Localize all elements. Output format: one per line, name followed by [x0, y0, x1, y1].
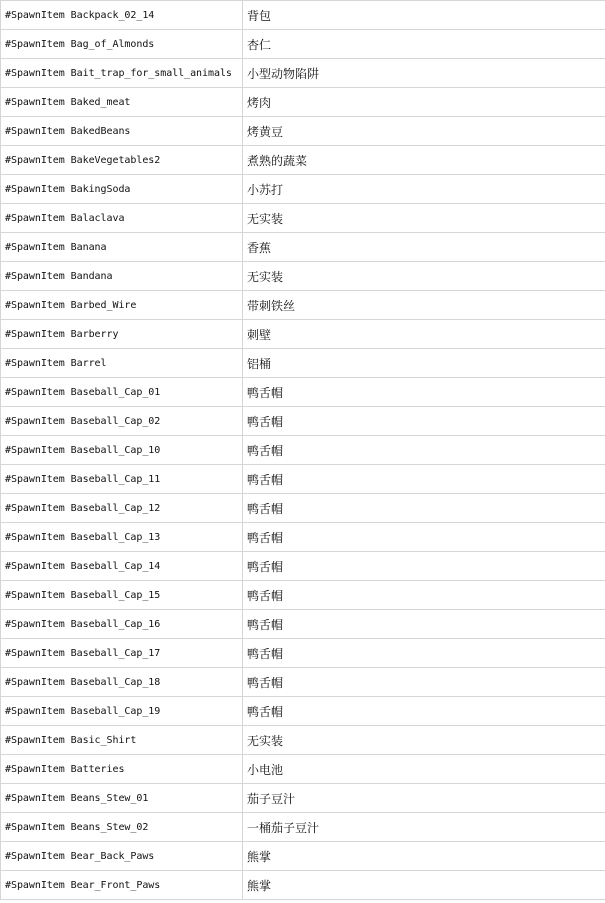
- spawn-command-cell: #SpawnItem Bait_trap_for_small_animals: [1, 59, 243, 88]
- table-row: [1, 30, 605, 59]
- spawn-command-cell: #SpawnItem Baseball_Cap_15: [1, 581, 243, 610]
- table-row: [1, 581, 605, 610]
- item-name-cell: 鸭舌帽: [243, 639, 605, 668]
- spawn-command-cell: #SpawnItem Beans_Stew_01: [1, 784, 243, 813]
- table-row: [1, 639, 605, 668]
- spawn-command-cell: #SpawnItem Baseball_Cap_19: [1, 697, 243, 726]
- table-row: [1, 813, 605, 842]
- spawn-command-cell: #SpawnItem Basic_Shirt: [1, 726, 243, 755]
- table-body: [1, 1, 605, 900]
- spawn-command-cell: #SpawnItem Baseball_Cap_17: [1, 639, 243, 668]
- spawn-command-cell: #SpawnItem Banana: [1, 233, 243, 262]
- item-name-cell: 小苏打: [243, 175, 605, 204]
- item-name-cell: 刺壁: [243, 320, 605, 349]
- spawn-command-cell: #SpawnItem Barberry: [1, 320, 243, 349]
- item-name-cell: 鸭舌帽: [243, 378, 605, 407]
- item-name-cell: 鸭舌帽: [243, 523, 605, 552]
- table-row: [1, 320, 605, 349]
- spawn-command-cell: #SpawnItem Baseball_Cap_14: [1, 552, 243, 581]
- table-row: [1, 552, 605, 581]
- item-name-cell: 鸭舌帽: [243, 581, 605, 610]
- table-row: [1, 465, 605, 494]
- table-row: [1, 755, 605, 784]
- spawn-command-cell: #SpawnItem Baseball_Cap_12: [1, 494, 243, 523]
- item-name-cell: 鸭舌帽: [243, 610, 605, 639]
- table-row: [1, 233, 605, 262]
- table-row: [1, 1, 605, 30]
- table-row: [1, 349, 605, 378]
- item-name-cell: 烤肉: [243, 88, 605, 117]
- table-row: [1, 262, 605, 291]
- item-name-cell: 熊掌: [243, 842, 605, 871]
- table-row: [1, 523, 605, 552]
- spawn-command-cell: #SpawnItem Baseball_Cap_16: [1, 610, 243, 639]
- table-row: [1, 204, 605, 233]
- table-row: [1, 436, 605, 465]
- item-name-cell: 香蕉: [243, 233, 605, 262]
- spawn-command-cell: #SpawnItem Batteries: [1, 755, 243, 784]
- spawn-command-cell: #SpawnItem Baseball_Cap_18: [1, 668, 243, 697]
- item-name-cell: 无实装: [243, 204, 605, 233]
- spawn-command-cell: #SpawnItem Baseball_Cap_13: [1, 523, 243, 552]
- item-name-cell: 熊掌: [243, 871, 605, 900]
- table-row: [1, 146, 605, 175]
- spawn-command-cell: #SpawnItem Balaclava: [1, 204, 243, 233]
- table-row: [1, 697, 605, 726]
- spawn-command-cell: #SpawnItem Baseball_Cap_01: [1, 378, 243, 407]
- item-name-cell: 一桶茄子豆汁: [243, 813, 605, 842]
- item-name-cell: 鸭舌帽: [243, 668, 605, 697]
- spawn-command-cell: #SpawnItem Bear_Back_Paws: [1, 842, 243, 871]
- spawn-command-cell: #SpawnItem Backpack_02_14: [1, 1, 243, 30]
- item-name-cell: 小电池: [243, 755, 605, 784]
- item-name-cell: 鸭舌帽: [243, 436, 605, 465]
- table-row: [1, 842, 605, 871]
- item-name-cell: 鸭舌帽: [243, 552, 605, 581]
- item-name-cell: 烤黄豆: [243, 117, 605, 146]
- spawn-command-cell: #SpawnItem Beans_Stew_02: [1, 813, 243, 842]
- item-name-cell: 茄子豆汁: [243, 784, 605, 813]
- spawn-command-cell: #SpawnItem BakingSoda: [1, 175, 243, 204]
- spawn-command-cell: #SpawnItem Bag_of_Almonds: [1, 30, 243, 59]
- table-row: [1, 494, 605, 523]
- item-name-cell: 鸭舌帽: [243, 494, 605, 523]
- table-row: [1, 291, 605, 320]
- spawn-command-cell: #SpawnItem Bandana: [1, 262, 243, 291]
- table-row: [1, 175, 605, 204]
- spawn-command-cell: #SpawnItem Baseball_Cap_02: [1, 407, 243, 436]
- spawn-command-cell: #SpawnItem BakeVegetables2: [1, 146, 243, 175]
- table-row: [1, 668, 605, 697]
- item-name-cell: 小型动物陷阱: [243, 59, 605, 88]
- spawn-command-cell: #SpawnItem Bear_Front_Paws: [1, 871, 243, 900]
- table-row: [1, 784, 605, 813]
- table-row: [1, 378, 605, 407]
- item-name-cell: 鸭舌帽: [243, 465, 605, 494]
- table-row: [1, 610, 605, 639]
- item-name-cell: 无实装: [243, 726, 605, 755]
- table-row: [1, 407, 605, 436]
- spawn-command-cell: #SpawnItem Baked_meat: [1, 88, 243, 117]
- item-name-cell: 铝桶: [243, 349, 605, 378]
- item-name-cell: 煮熟的蔬菜: [243, 146, 605, 175]
- table-row: [1, 117, 605, 146]
- item-name-cell: 鸭舌帽: [243, 407, 605, 436]
- table-row: [1, 59, 605, 88]
- spawn-command-cell: #SpawnItem BakedBeans: [1, 117, 243, 146]
- table-row: [1, 88, 605, 117]
- spawn-command-cell: #SpawnItem Baseball_Cap_10: [1, 436, 243, 465]
- table-row: [1, 871, 605, 900]
- item-name-cell: 鸭舌帽: [243, 697, 605, 726]
- spawn-command-cell: #SpawnItem Baseball_Cap_11: [1, 465, 243, 494]
- item-name-cell: 带刺铁丝: [243, 291, 605, 320]
- table-row: [1, 726, 605, 755]
- spawn-command-cell: #SpawnItem Barrel: [1, 349, 243, 378]
- spawn-command-cell: #SpawnItem Barbed_Wire: [1, 291, 243, 320]
- item-name-cell: 杏仁: [243, 30, 605, 59]
- item-name-cell: 背包: [243, 1, 605, 30]
- item-name-cell: 无实装: [243, 262, 605, 291]
